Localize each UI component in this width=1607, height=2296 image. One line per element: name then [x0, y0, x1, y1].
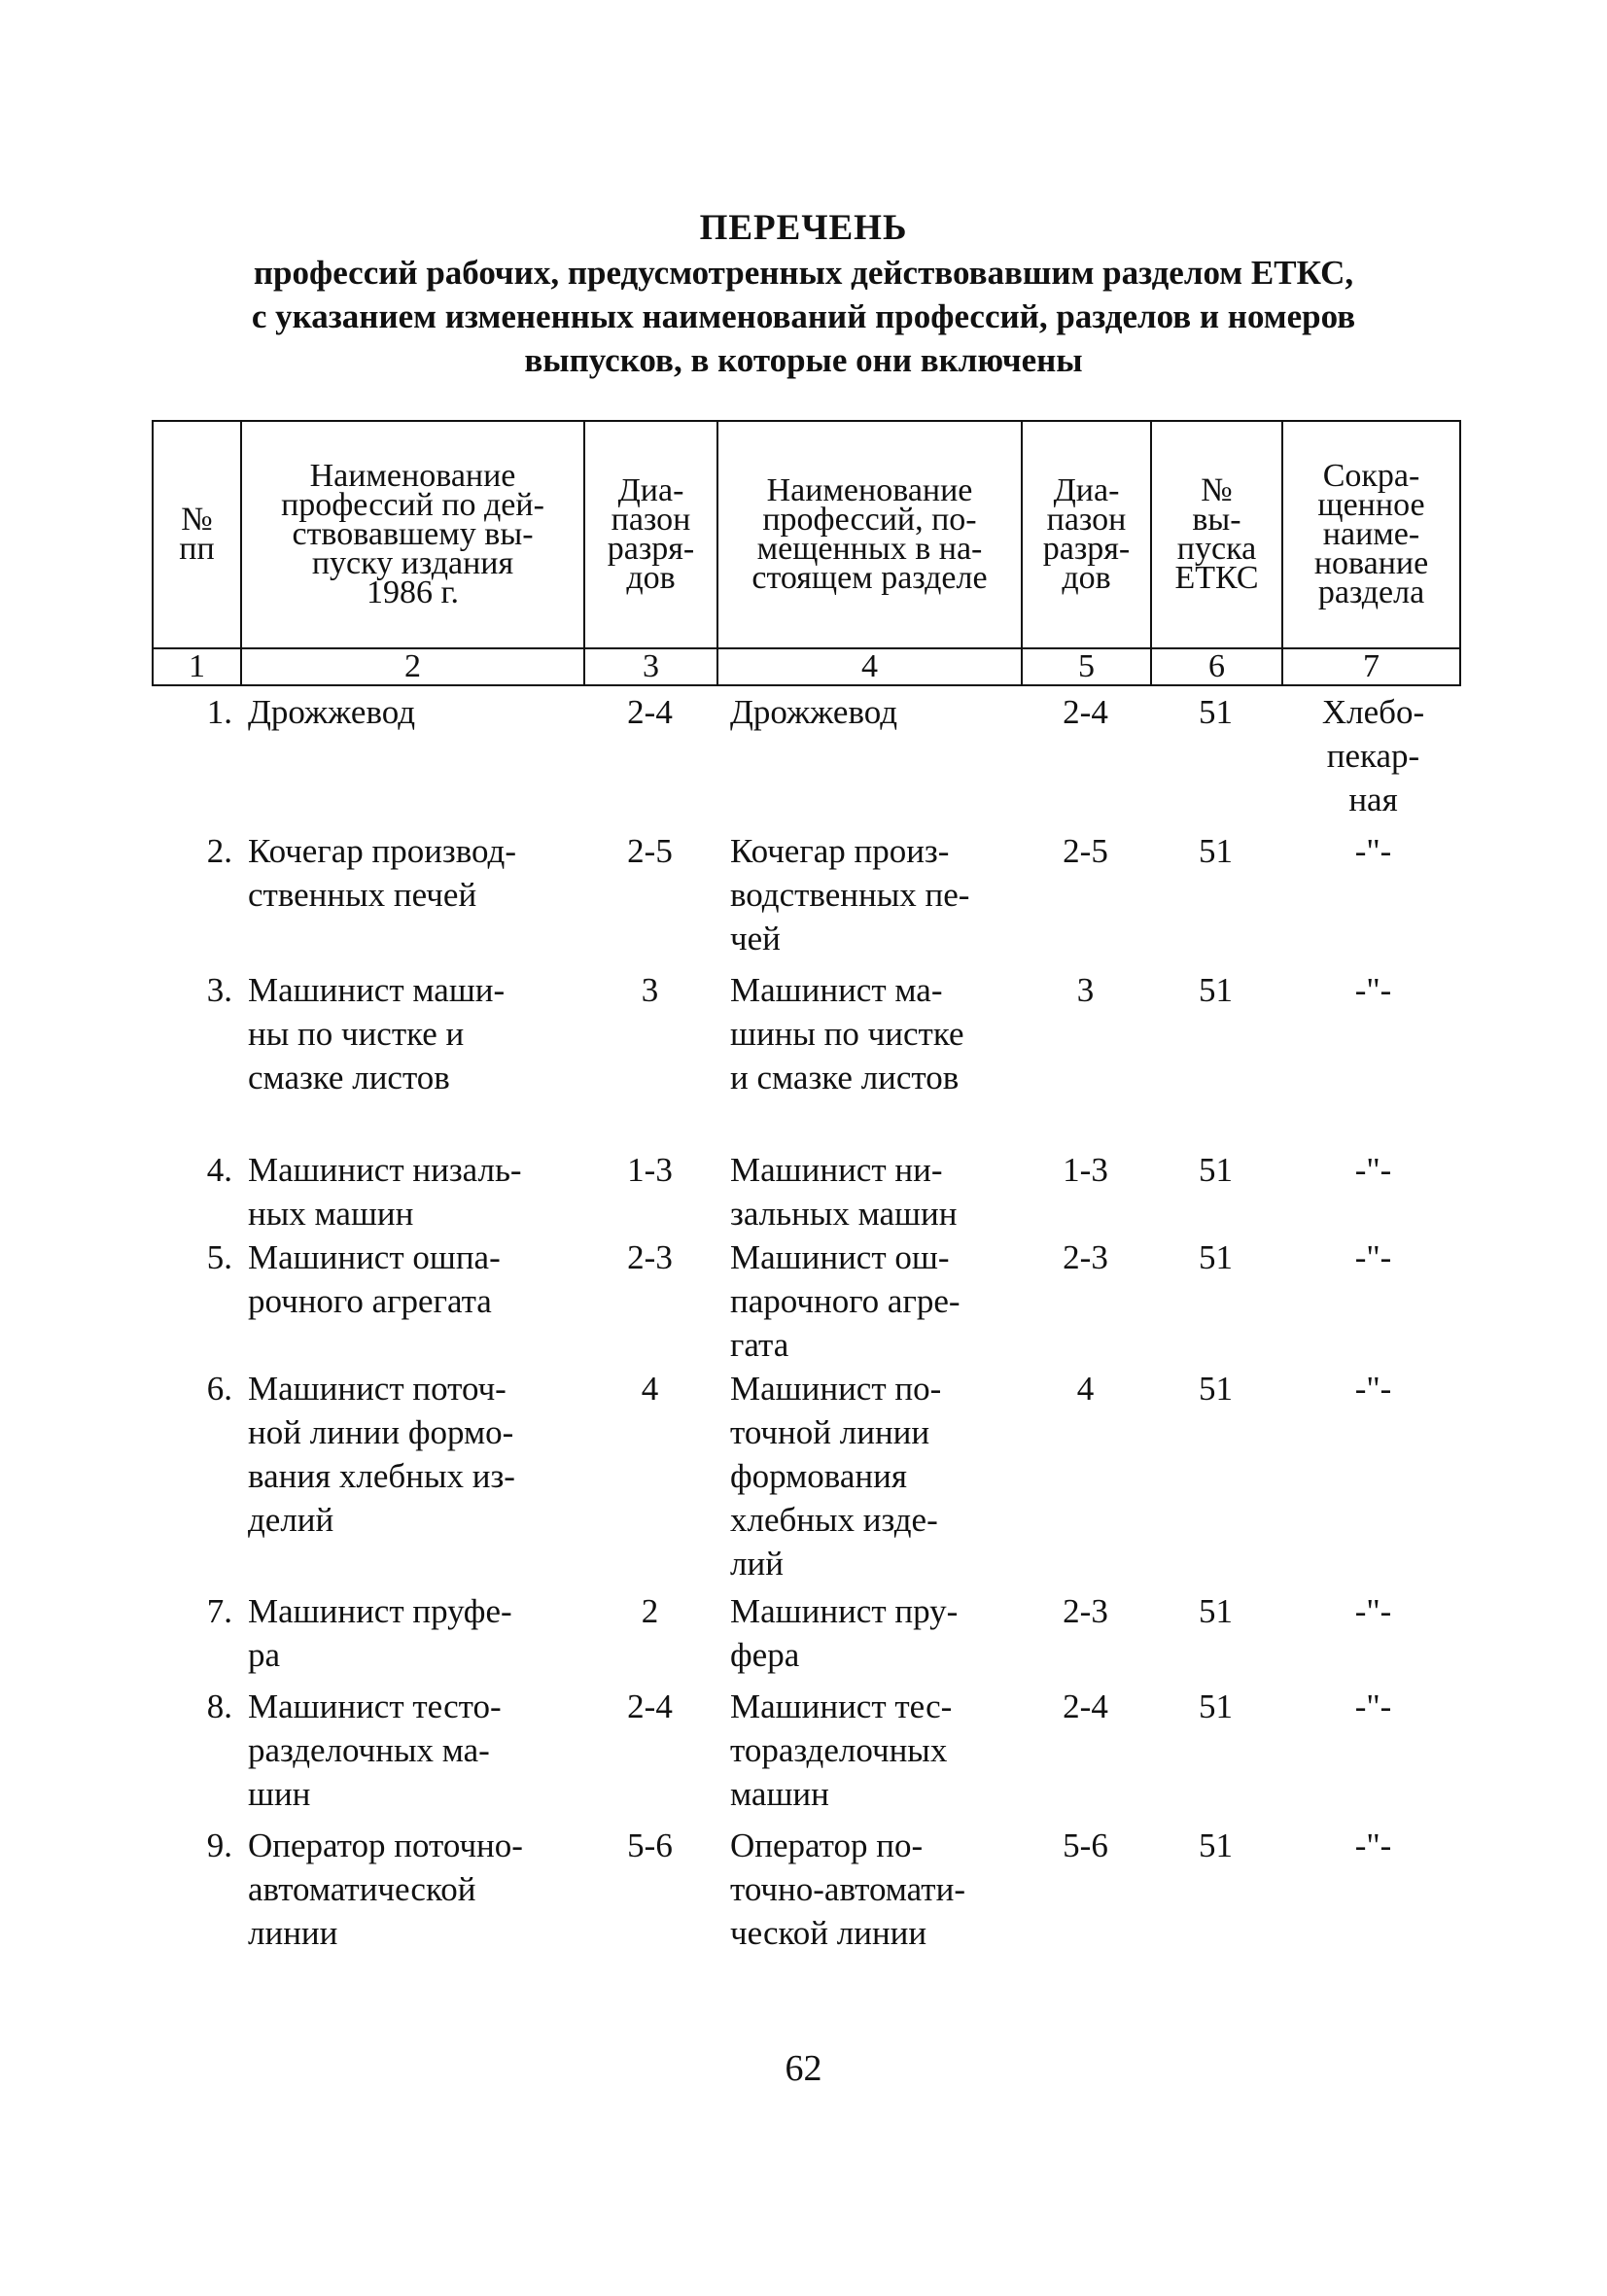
header-cell-issue: № вы- пуска ЕТКС [1151, 421, 1282, 648]
table-row [152, 1148, 1459, 1235]
header-cell-new-name: Наименование профессий, по- мещенных в на- стоящем разделе [717, 421, 1022, 648]
header-cell-old-range: Диа- пазон разря- дов [584, 421, 717, 648]
new-profession-name: Машинист тес- торазделочных машин [730, 1687, 953, 1813]
row-number: 5. [206, 1238, 232, 1276]
new-profession-name: Машинист ни- зальных машин [730, 1151, 958, 1233]
table-row [152, 1589, 1459, 1685]
table-row [152, 1685, 1459, 1824]
old-profession-name: Машинист пруфе- ра [248, 1592, 512, 1674]
header-row [153, 421, 1460, 648]
old-grade-range: 2 [641, 1592, 659, 1630]
row-number: 4. [206, 1151, 232, 1189]
new-grade-range: 2-4 [1063, 1687, 1108, 1725]
column-number: 1 [153, 648, 241, 685]
profession-table [152, 420, 1459, 1955]
header-cell-old-name: Наименование профессий по дей- ствовавшему вы- пуску издания 1986 г. [241, 421, 584, 648]
new-profession-name: Машинист пру- фера [730, 1592, 959, 1674]
table-row [152, 1824, 1459, 1955]
old-profession-name: Дрожжевод [248, 693, 416, 731]
row-number: 7. [206, 1592, 232, 1630]
row-number: 1. [206, 693, 232, 731]
new-profession-name: Машинист ош- парочного агре- гата [730, 1238, 961, 1364]
old-profession-name: Машинист тесто- разделочных ма- шин [248, 1687, 502, 1813]
old-grade-range: 2-5 [627, 832, 673, 870]
table-row [152, 968, 1459, 1148]
header-cell-new-range: Диа- пазон разря- дов [1022, 421, 1151, 648]
etks-issue-number: 51 [1199, 693, 1233, 731]
row-number: 8. [206, 1687, 232, 1725]
old-profession-name: Машинист поточ- ной линии формо- вания хлебных из- делий [248, 1370, 515, 1539]
table-body [152, 686, 1459, 1955]
section-short-name: -"- [1354, 832, 1392, 870]
new-grade-range: 3 [1076, 971, 1095, 1009]
new-grade-range: 5-6 [1063, 1826, 1108, 1864]
section-short-name: -"- [1354, 1687, 1392, 1725]
column-number: 5 [1022, 648, 1151, 685]
column-number: 7 [1282, 648, 1460, 685]
new-grade-range: 2-4 [1063, 693, 1108, 731]
document-subtitle-line-3: выпусков, в которые они включены [524, 341, 1083, 379]
new-profession-name: Кочегар произ- водственных пе- чей [730, 832, 970, 957]
document-subtitle-line-1: профессий рабочих, предусмотренных действовавшим разделом ЕТКС, [253, 254, 1354, 292]
column-number: 3 [584, 648, 717, 685]
new-grade-range: 2-3 [1063, 1238, 1108, 1276]
table-row [152, 1235, 1459, 1367]
new-profession-name: Оператор по- точно-автомати- ческой линии [730, 1826, 965, 1952]
page-number: 62 [785, 2048, 822, 2089]
new-profession-name: Машинист по- точной линии формования хлебных изде- лий [730, 1370, 942, 1583]
etks-issue-number: 51 [1199, 1151, 1233, 1189]
header-cell-section: Сокра- щенное наиме- нование раздела [1282, 421, 1460, 648]
etks-issue-number: 51 [1199, 1687, 1233, 1725]
old-grade-range: 2-4 [627, 693, 673, 731]
row-number: 3. [206, 971, 232, 1009]
column-number: 6 [1151, 648, 1282, 685]
title-block [146, 206, 1461, 382]
column-number: 2 [241, 648, 584, 685]
header-cell-number: № пп [153, 421, 241, 648]
table-row [152, 686, 1459, 829]
etks-issue-number: 51 [1199, 1826, 1233, 1864]
document-subtitle-line-2: с указанием измененных наименований профессий, разделов и номеров [251, 297, 1356, 335]
column-number-row [153, 648, 1460, 685]
old-grade-range: 2-3 [627, 1238, 673, 1276]
etks-issue-number: 51 [1199, 1592, 1233, 1630]
new-grade-range: 2-3 [1063, 1592, 1108, 1630]
section-short-name: -"- [1354, 971, 1392, 1009]
old-profession-name: Машинист маши- ны по чистке и смазке листов [248, 971, 506, 1096]
new-grade-range: 4 [1076, 1370, 1095, 1408]
row-number: 2. [206, 832, 232, 870]
new-profession-name: Машинист ма- шины по чистке и смазке листов [730, 971, 964, 1096]
etks-issue-number: 51 [1199, 1370, 1233, 1408]
column-number: 4 [717, 648, 1022, 685]
old-grade-range: 3 [641, 971, 659, 1009]
section-short-name: Хлебо- пекар- ная [1321, 693, 1425, 818]
row-number: 6. [206, 1370, 232, 1408]
table-row [152, 829, 1459, 968]
old-profession-name: Машинист ошпа- рочного агрегата [248, 1238, 501, 1320]
old-profession-name: Кочегар производ- ственных печей [248, 832, 517, 914]
row-number: 9. [206, 1826, 232, 1864]
section-short-name: -"- [1354, 1592, 1392, 1630]
section-short-name: -"- [1354, 1826, 1392, 1864]
table-header [152, 420, 1461, 686]
old-grade-range: 4 [641, 1370, 659, 1408]
old-profession-name: Машинист низаль- ных машин [248, 1151, 522, 1233]
etks-issue-number: 51 [1199, 832, 1233, 870]
new-grade-range: 1-3 [1063, 1151, 1108, 1189]
old-grade-range: 2-4 [627, 1687, 673, 1725]
document-title: ПЕРЕЧЕНЬ [699, 208, 908, 248]
new-grade-range: 2-5 [1063, 832, 1108, 870]
section-short-name: -"- [1354, 1151, 1392, 1189]
table-row [152, 1367, 1459, 1589]
new-profession-name: Дрожжевод [730, 693, 898, 731]
etks-issue-number: 51 [1199, 971, 1233, 1009]
old-grade-range: 5-6 [627, 1826, 673, 1864]
etks-issue-number: 51 [1199, 1238, 1233, 1276]
section-short-name: -"- [1354, 1238, 1392, 1276]
section-short-name: -"- [1354, 1370, 1392, 1408]
old-profession-name: Оператор поточно- автоматической линии [248, 1826, 523, 1952]
old-grade-range: 1-3 [627, 1151, 673, 1189]
